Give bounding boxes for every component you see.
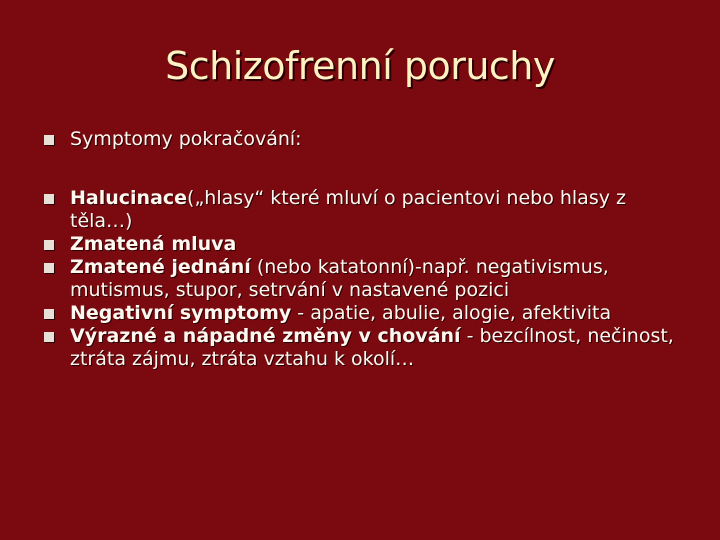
bullet-bold-text: Zmatená mluva xyxy=(70,233,237,255)
bullet-text: - apatie, abulie, alogie, afektivita xyxy=(291,302,612,324)
bullet-bold-text: Výrazné a nápadné změny v chování xyxy=(70,325,461,347)
bullet-item xyxy=(44,256,684,302)
bullet-bold-text: Zmatené jednání xyxy=(70,256,251,278)
bullet-bold-text: Halucinace xyxy=(70,187,188,209)
bullet-list xyxy=(44,128,684,371)
square-bullet-icon xyxy=(44,309,54,319)
bullet-text: („hlasy“ které mluví o pacientovi nebo hlasy z těla…) xyxy=(70,187,626,232)
bullet-item xyxy=(44,233,684,256)
square-bullet-icon xyxy=(44,240,54,250)
square-bullet-icon xyxy=(44,332,54,342)
square-bullet-icon xyxy=(44,263,54,273)
square-bullet-icon xyxy=(44,194,54,204)
slide-title: Schizofrenní poruchy xyxy=(165,44,555,88)
bullet-bold-text: Negativní symptomy xyxy=(70,302,292,324)
bullet-item xyxy=(44,187,684,233)
bullet-item xyxy=(44,128,684,151)
bullet-text: (nebo katatonní)-např. negativismus, mutismus, stupor, setrvání v nastavené pozici xyxy=(70,256,609,301)
bullet-item xyxy=(44,302,684,325)
square-bullet-icon xyxy=(44,135,54,145)
bullet-item xyxy=(44,325,684,371)
bullet-text: Symptomy pokračování: xyxy=(70,128,302,150)
bullet-text: - bezcílnost, nečinost, ztráta zájmu, ztráta vztahu k okolí… xyxy=(70,325,674,370)
